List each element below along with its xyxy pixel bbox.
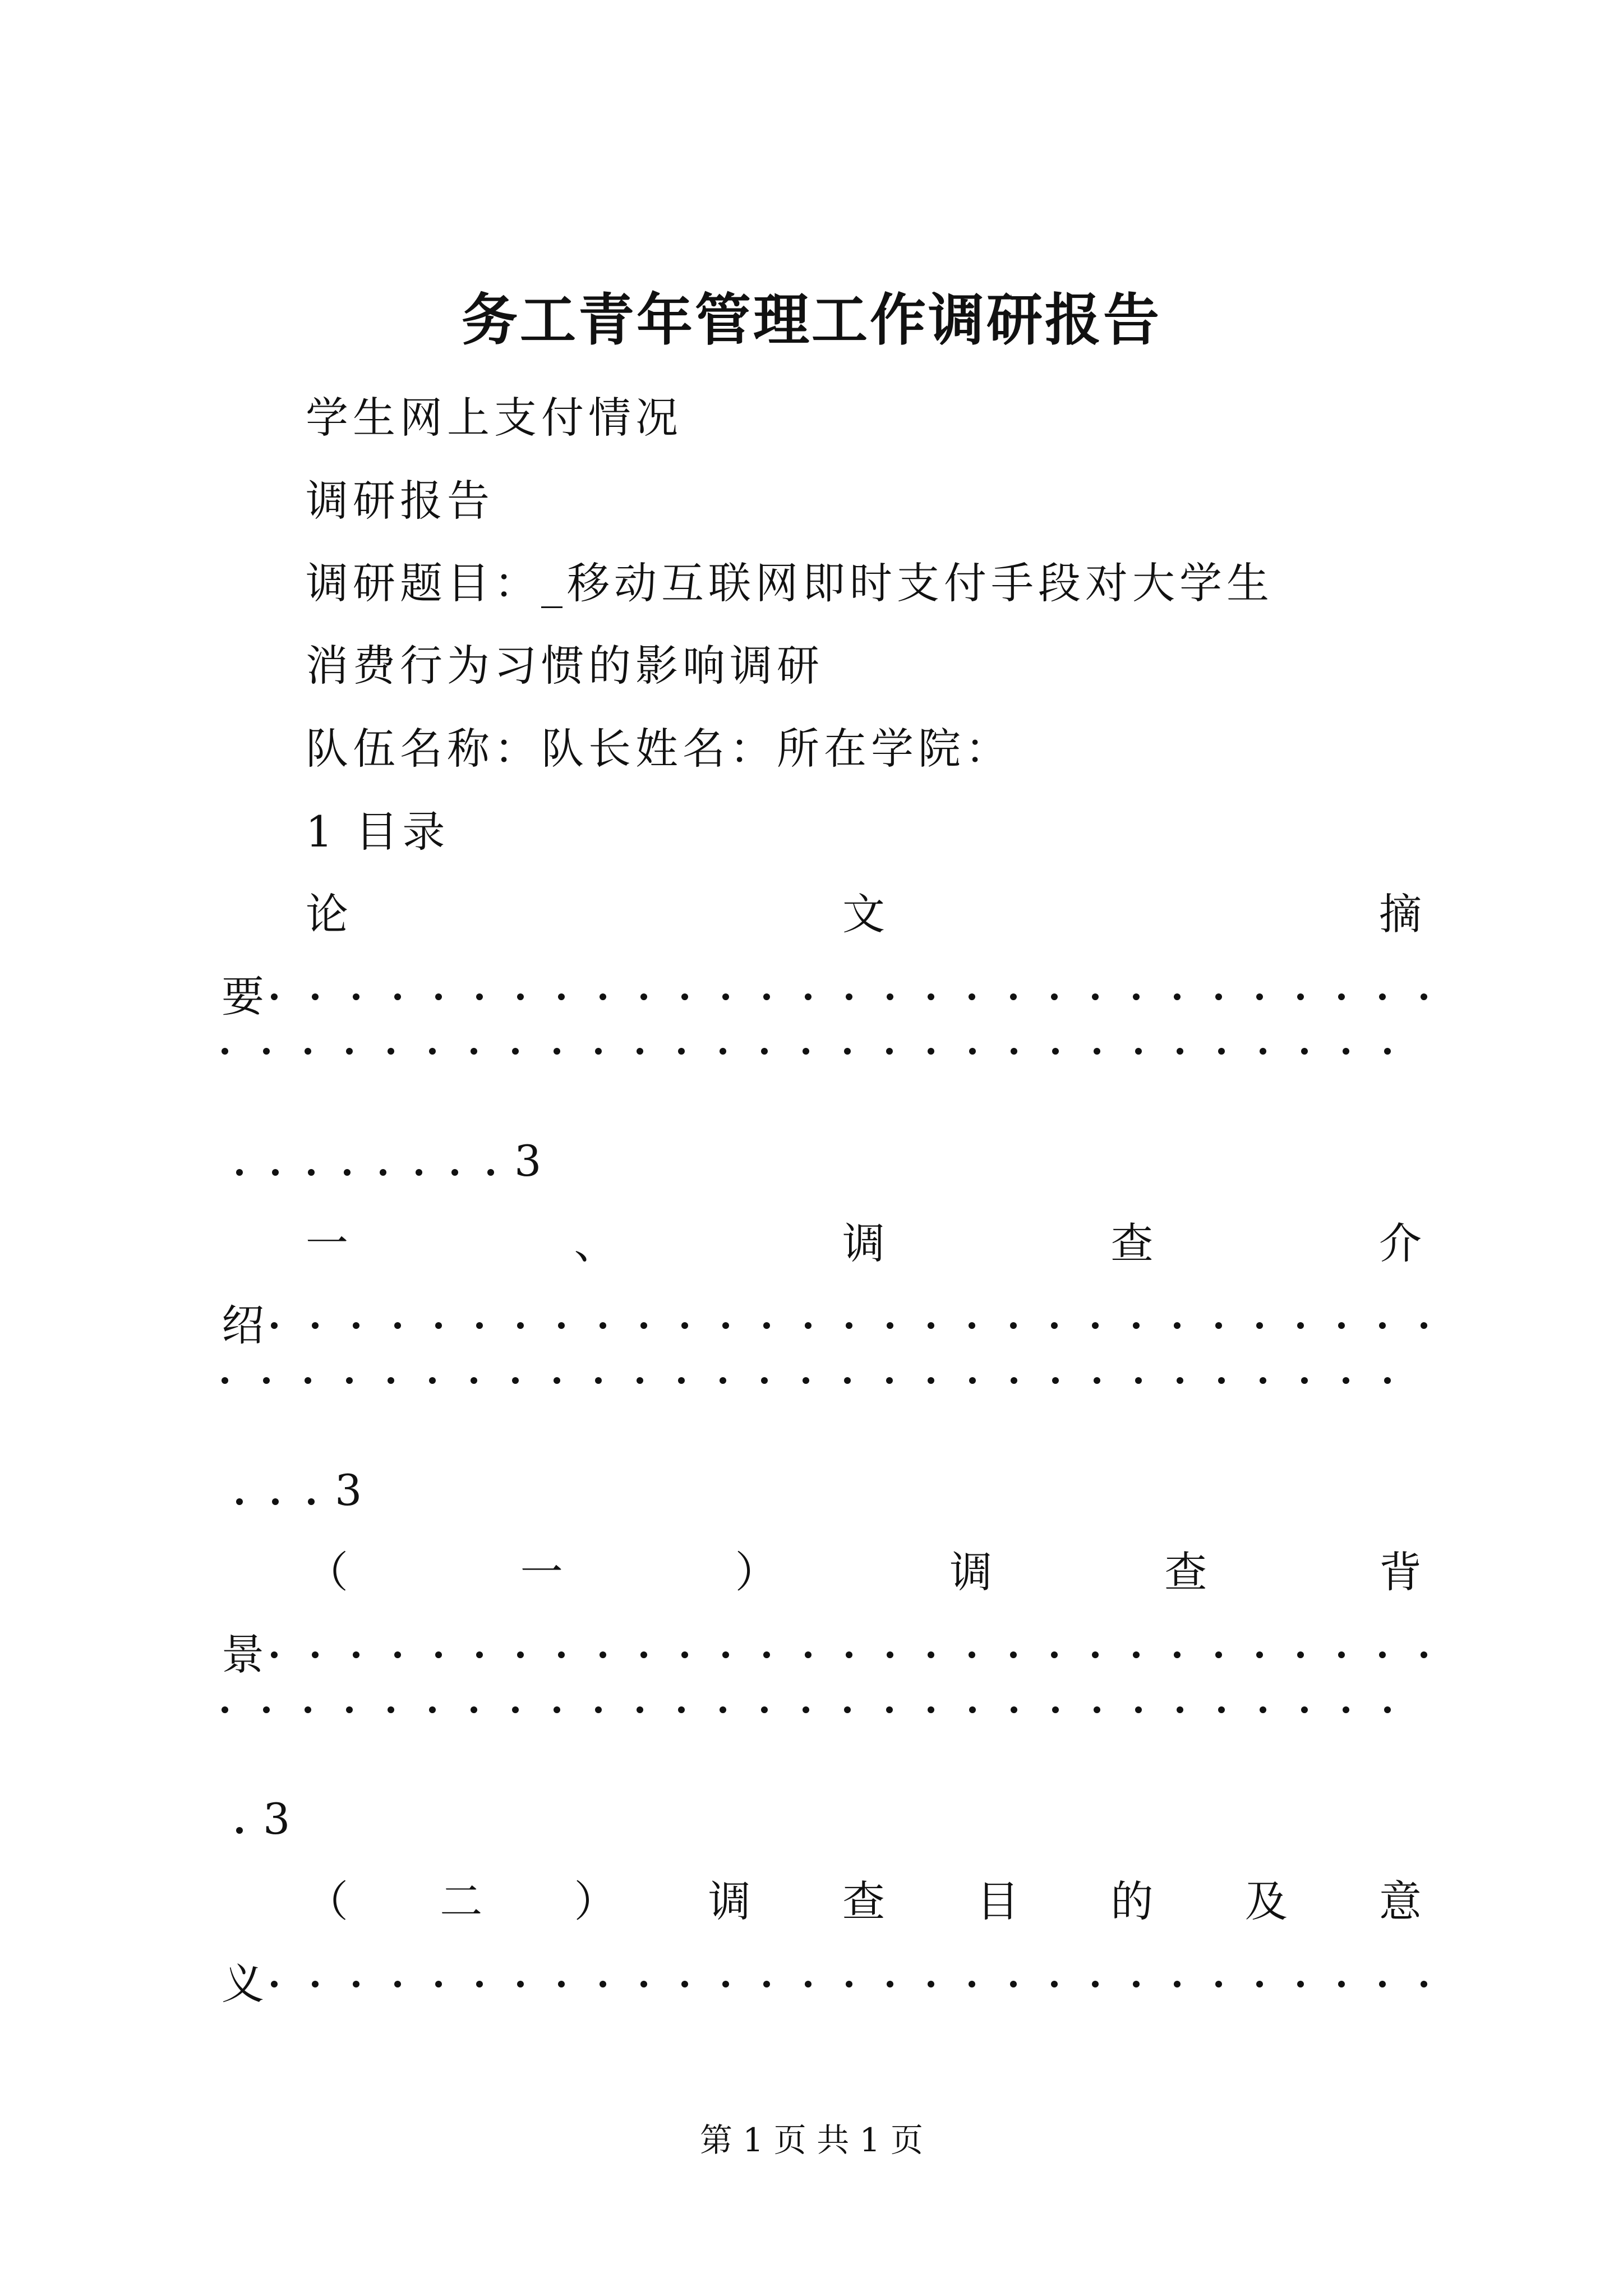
leader-dot <box>222 1048 228 1055</box>
toc-entry-2-leader <box>222 1377 1427 1384</box>
leader-dot <box>1338 1981 1345 1987</box>
toc-entry-2-char: 查 <box>1110 1218 1154 1268</box>
leader-dot <box>887 1322 893 1329</box>
toc-entry-4-char: 及 <box>1244 1876 1288 1926</box>
toc-entry-2-lead-char: 绍 <box>222 1300 264 1350</box>
leader-dot <box>761 1706 768 1713</box>
leader-dot <box>1421 1322 1427 1329</box>
leader-dot <box>928 1048 934 1055</box>
leader-dot <box>1177 1377 1183 1384</box>
leader-dot <box>1177 1048 1183 1055</box>
leader-dot <box>1301 1377 1308 1384</box>
leader-dot <box>1133 1322 1140 1329</box>
leader-dot <box>1297 1981 1304 1987</box>
leader-dot <box>471 1048 477 1055</box>
leader-dot <box>1010 1322 1017 1329</box>
toc-entry-1-page-row <box>222 1130 541 1192</box>
leader-dot <box>1384 1706 1391 1713</box>
toc-entry-2-char: 调 <box>842 1218 885 1268</box>
leader-dot <box>887 993 893 1000</box>
leader-dot <box>1343 1706 1349 1713</box>
toc-entry-4-heading <box>306 1871 1422 1932</box>
dot-leader <box>271 1651 1427 1658</box>
leader-dot <box>353 1981 359 1987</box>
leader-dot <box>1338 1322 1345 1329</box>
leader-dot <box>394 1322 401 1329</box>
leader-dot <box>1343 1377 1349 1384</box>
leader-dot <box>1092 993 1099 1000</box>
leader-dot <box>388 1706 394 1713</box>
leader-dot <box>681 1981 688 1987</box>
leader-dot <box>476 993 483 1000</box>
toc-entry-3-char: 调 <box>949 1547 993 1597</box>
leader-dot <box>803 1377 809 1384</box>
leader-dot <box>308 1498 315 1505</box>
dot-leader <box>222 1460 329 1521</box>
leader-dot <box>722 1981 729 1987</box>
document-title: 务工青年管理工作调研报告 <box>462 287 1161 353</box>
leader-dot <box>1256 993 1263 1000</box>
leader-dot <box>637 1377 643 1384</box>
toc-entry-1-char: 论 <box>306 889 348 939</box>
page-footer: 第 1 页 共 1 页 <box>700 2121 923 2159</box>
toc-entry-2-char: 一 <box>306 1218 348 1268</box>
leader-dot <box>1174 1322 1181 1329</box>
leader-dot <box>1092 1651 1099 1658</box>
leader-dot <box>886 1377 893 1384</box>
leader-dot <box>1010 993 1017 1000</box>
leader-dot <box>344 1169 351 1176</box>
leader-dot <box>969 993 975 1000</box>
leader-dot <box>451 1169 458 1176</box>
leader-dot <box>846 993 852 1000</box>
leader-dot <box>681 1322 688 1329</box>
leader-dot <box>476 1981 483 1987</box>
leader-dot <box>429 1377 436 1384</box>
leader-dot <box>805 1651 811 1658</box>
leader-dot <box>272 1498 279 1505</box>
leader-dot <box>844 1706 851 1713</box>
team-info-line: 队伍名称：队长姓名：所在学院： <box>306 724 1012 774</box>
toc-entry-3-page-row <box>222 1788 290 1850</box>
leader-dot <box>1010 1651 1017 1658</box>
leader-dot <box>1384 1377 1391 1384</box>
leader-dot <box>1174 993 1181 1000</box>
leader-dot <box>722 1322 729 1329</box>
toc-entry-4-lead-char: 义 <box>222 1959 264 2009</box>
toc-entry-3-leader <box>222 1624 1427 1686</box>
leader-dot <box>308 1169 315 1176</box>
leader-dot <box>554 1706 560 1713</box>
leader-dot <box>487 1169 494 1176</box>
leader-dot <box>928 1651 934 1658</box>
leader-dot <box>476 1322 483 1329</box>
leader-dot <box>1256 1322 1263 1329</box>
leader-dot <box>471 1377 477 1384</box>
leader-dot <box>1011 1377 1017 1384</box>
leader-dot <box>640 993 647 1000</box>
leader-dot <box>1260 1706 1266 1713</box>
leader-dot <box>1215 1322 1222 1329</box>
leader-dot <box>887 1651 893 1658</box>
leader-dot <box>1379 1322 1386 1329</box>
leader-dot <box>558 1322 565 1329</box>
leader-dot <box>517 1322 524 1329</box>
leader-dot <box>722 993 729 1000</box>
leader-dot <box>1051 993 1058 1000</box>
leader-dot <box>476 1651 483 1658</box>
leader-dot <box>969 1981 975 1987</box>
leader-dot <box>394 1651 401 1658</box>
leader-dot <box>763 1322 770 1329</box>
leader-dot <box>600 993 606 1000</box>
leader-dot <box>1174 1651 1181 1658</box>
leader-dot <box>763 1981 770 1987</box>
toc-entry-3-page: 3 <box>263 1794 291 1844</box>
subtitle-line-1: 学生网上支付情况 <box>306 393 683 443</box>
leader-dot <box>236 1169 243 1176</box>
leader-dot <box>394 1981 401 1987</box>
leader-dot <box>1051 1651 1058 1658</box>
leader-dot <box>1260 1048 1266 1055</box>
leader-dot <box>681 993 688 1000</box>
leader-dot <box>969 1322 975 1329</box>
leader-dot <box>1379 993 1386 1000</box>
subtitle-line-2: 调研报告 <box>306 476 494 526</box>
leader-dot <box>435 1322 442 1329</box>
leader-dot <box>1051 1981 1058 1987</box>
leader-dot <box>271 1651 278 1658</box>
leader-dot <box>763 993 770 1000</box>
leader-dot <box>637 1706 643 1713</box>
leader-dot <box>722 1651 729 1658</box>
dot-leader <box>271 993 1427 1000</box>
leader-dot <box>846 1322 852 1329</box>
leader-dot <box>1133 1651 1140 1658</box>
leader-dot <box>678 1706 685 1713</box>
leader-dot <box>554 1377 560 1384</box>
leader-dot <box>803 1048 809 1055</box>
toc-entry-2-heading <box>306 1213 1422 1274</box>
leader-dot <box>1051 1322 1058 1329</box>
leader-dot <box>1421 1981 1427 1987</box>
leader-dot <box>558 1651 565 1658</box>
leader-dot <box>1218 1048 1225 1055</box>
toc-entry-1-heading <box>306 884 1422 945</box>
leader-dot <box>1092 1322 1099 1329</box>
leader-dot <box>969 1706 976 1713</box>
toc-entry-3-char: ） <box>735 1547 778 1597</box>
research-topic-line: 调研题目：_移动互联网即时支付手段对大学生 <box>306 558 1274 608</box>
leader-dot <box>640 1981 647 1987</box>
leader-dot <box>222 1706 228 1713</box>
toc-entry-3-char: 背 <box>1378 1547 1422 1597</box>
leader-dot <box>554 1048 560 1055</box>
leader-dot <box>353 993 359 1000</box>
leader-dot <box>512 1048 519 1055</box>
toc-entry-4-leader <box>222 1953 1427 2015</box>
leader-dot <box>761 1377 768 1384</box>
leader-dot <box>1297 1651 1304 1658</box>
leader-dot <box>1218 1377 1225 1384</box>
leader-dot <box>1052 1706 1059 1713</box>
leader-dot <box>558 993 565 1000</box>
leader-dot <box>222 1377 228 1384</box>
leader-dot <box>1297 1322 1304 1329</box>
leader-dot <box>1343 1048 1349 1055</box>
leader-dot <box>388 1377 394 1384</box>
toc-entry-4-char: 调 <box>708 1876 751 1926</box>
leader-dot <box>435 1651 442 1658</box>
leader-dot <box>928 1322 934 1329</box>
toc-entry-4-char: 查 <box>842 1876 885 1926</box>
leader-dot <box>305 1706 311 1713</box>
leader-dot <box>844 1377 851 1384</box>
toc-entry-3-char: （ <box>306 1547 348 1597</box>
leader-dot <box>844 1048 851 1055</box>
leader-dot <box>928 1981 934 1987</box>
leader-dot <box>1215 1651 1222 1658</box>
leader-dot <box>346 1377 353 1384</box>
leader-dot <box>1215 1981 1222 1987</box>
leader-dot <box>1010 1981 1017 1987</box>
dot-leader <box>222 1377 1391 1384</box>
leader-dot <box>1421 1651 1427 1658</box>
leader-dot <box>272 1169 279 1176</box>
leader-dot <box>263 1048 270 1055</box>
toc-entry-4-char: 意 <box>1379 1876 1422 1926</box>
leader-dot <box>600 1322 606 1329</box>
leader-dot <box>803 1706 809 1713</box>
leader-dot <box>1256 1651 1263 1658</box>
leader-dot <box>720 1048 726 1055</box>
leader-dot <box>429 1048 436 1055</box>
leader-dot <box>805 1322 811 1329</box>
leader-dot <box>678 1377 685 1384</box>
leader-dot <box>435 1981 442 1987</box>
leader-dot <box>1174 1981 1181 1987</box>
leader-dot <box>969 1048 976 1055</box>
leader-dot <box>595 1048 602 1055</box>
leader-dot <box>271 1981 278 1987</box>
leader-dot <box>887 1981 893 1987</box>
leader-dot <box>236 1827 243 1834</box>
toc-entry-4-char: 的 <box>1110 1876 1154 1926</box>
leader-dot <box>1135 1377 1142 1384</box>
leader-dot <box>720 1377 726 1384</box>
leader-dot <box>353 1322 359 1329</box>
leader-dot <box>1092 1981 1099 1987</box>
leader-dot <box>305 1377 311 1384</box>
leader-dot <box>271 1322 278 1329</box>
leader-dot <box>353 1651 359 1658</box>
leader-dot <box>637 1048 643 1055</box>
leader-dot <box>1011 1706 1017 1713</box>
dot-leader <box>271 1981 1427 1987</box>
research-topic-continued: 消费行为习惯的影响调研 <box>306 641 824 691</box>
toc-entry-2-char: 介 <box>1379 1218 1422 1268</box>
leader-dot <box>312 993 319 1000</box>
leader-dot <box>388 1048 394 1055</box>
leader-dot <box>1218 1706 1225 1713</box>
leader-dot <box>1094 1706 1100 1713</box>
dot-leader <box>222 1706 1391 1713</box>
toc-entry-1-leader <box>222 966 1427 1028</box>
leader-dot <box>346 1048 353 1055</box>
leader-dot <box>846 1651 852 1658</box>
leader-dot <box>1256 1981 1263 1987</box>
toc-entry-1-page: 3 <box>514 1136 542 1186</box>
toc-entry-3-char: 查 <box>1164 1547 1207 1597</box>
leader-dot <box>512 1706 519 1713</box>
leader-dot <box>761 1048 768 1055</box>
leader-dot <box>720 1706 726 1713</box>
leader-dot <box>1384 1048 1391 1055</box>
leader-dot <box>1301 1706 1308 1713</box>
leader-dot <box>1379 1651 1386 1658</box>
dot-leader <box>222 1130 509 1192</box>
leader-dot <box>346 1706 353 1713</box>
leader-dot <box>600 1651 606 1658</box>
leader-dot <box>1094 1377 1100 1384</box>
leader-dot <box>595 1706 602 1713</box>
leader-dot <box>1133 993 1140 1000</box>
leader-dot <box>1301 1048 1308 1055</box>
leader-dot <box>429 1706 436 1713</box>
toc-entry-2-char: 、 <box>574 1218 617 1268</box>
leader-dot <box>1215 993 1222 1000</box>
toc-entry-3-lead-char: 景 <box>222 1630 264 1680</box>
leader-dot <box>805 1981 811 1987</box>
leader-dot <box>416 1169 422 1176</box>
leader-dot <box>380 1169 386 1176</box>
toc-entry-2-page: 3 <box>335 1465 362 1515</box>
leader-dot <box>928 1377 934 1384</box>
toc-entry-2-page-row <box>222 1460 362 1521</box>
leader-dot <box>1421 993 1427 1000</box>
leader-dot <box>1135 1706 1142 1713</box>
toc-entry-1-leader <box>222 1048 1427 1055</box>
leader-dot <box>640 1322 647 1329</box>
toc-entry-3-char: 一 <box>520 1547 563 1597</box>
leader-dot <box>640 1651 647 1658</box>
leader-dot <box>886 1706 893 1713</box>
leader-dot <box>517 1651 524 1658</box>
leader-dot <box>1133 1981 1140 1987</box>
leader-dot <box>928 1706 934 1713</box>
toc-entry-4-char: ） <box>574 1876 617 1926</box>
leader-dot <box>595 1377 602 1384</box>
leader-dot <box>1052 1048 1059 1055</box>
leader-dot <box>886 1048 893 1055</box>
leader-dot <box>1338 993 1345 1000</box>
dot-leader <box>222 1048 1391 1055</box>
leader-dot <box>600 1981 606 1987</box>
toc-entry-4-char: 二 <box>440 1876 483 1926</box>
leader-dot <box>846 1981 852 1987</box>
leader-dot <box>678 1048 685 1055</box>
leader-dot <box>1297 993 1304 1000</box>
leader-dot <box>512 1377 519 1384</box>
leader-dot <box>312 1322 319 1329</box>
toc-entry-3-heading <box>306 1542 1422 1603</box>
leader-dot <box>969 1651 975 1658</box>
toc-entry-1-char: 摘 <box>1379 889 1422 939</box>
leader-dot <box>263 1377 270 1384</box>
toc-entry-3-leader <box>222 1706 1427 1713</box>
leader-dot <box>312 1651 319 1658</box>
leader-dot <box>263 1706 270 1713</box>
leader-dot <box>1379 1981 1386 1987</box>
toc-entry-1-char: 文 <box>842 889 885 939</box>
leader-dot <box>312 1981 319 1987</box>
leader-dot <box>1011 1048 1017 1055</box>
leader-dot <box>471 1706 477 1713</box>
leader-dot <box>305 1048 311 1055</box>
toc-entry-4-char: 目 <box>976 1876 1020 1926</box>
leader-dot <box>435 993 442 1000</box>
leader-dot <box>236 1498 243 1505</box>
leader-dot <box>1052 1377 1059 1384</box>
leader-dot <box>928 993 934 1000</box>
leader-dot <box>394 993 401 1000</box>
leader-dot <box>1260 1377 1266 1384</box>
leader-dot <box>805 993 811 1000</box>
toc-heading: 1 目录 <box>306 807 450 857</box>
leader-dot <box>517 993 524 1000</box>
toc-entry-1-lead-char: 要 <box>222 972 264 1022</box>
dot-leader <box>271 1322 1427 1329</box>
leader-dot <box>1177 1706 1183 1713</box>
leader-dot <box>558 1981 565 1987</box>
leader-dot <box>1338 1651 1345 1658</box>
leader-dot <box>969 1377 976 1384</box>
leader-dot <box>1094 1048 1100 1055</box>
toc-entry-4-char: （ <box>306 1876 348 1926</box>
leader-dot <box>271 993 278 1000</box>
leader-dot <box>763 1651 770 1658</box>
toc-entry-2-leader <box>222 1295 1427 1356</box>
leader-dot <box>1135 1048 1142 1055</box>
leader-dot <box>517 1981 524 1987</box>
dot-leader <box>222 1788 257 1850</box>
leader-dot <box>681 1651 688 1658</box>
